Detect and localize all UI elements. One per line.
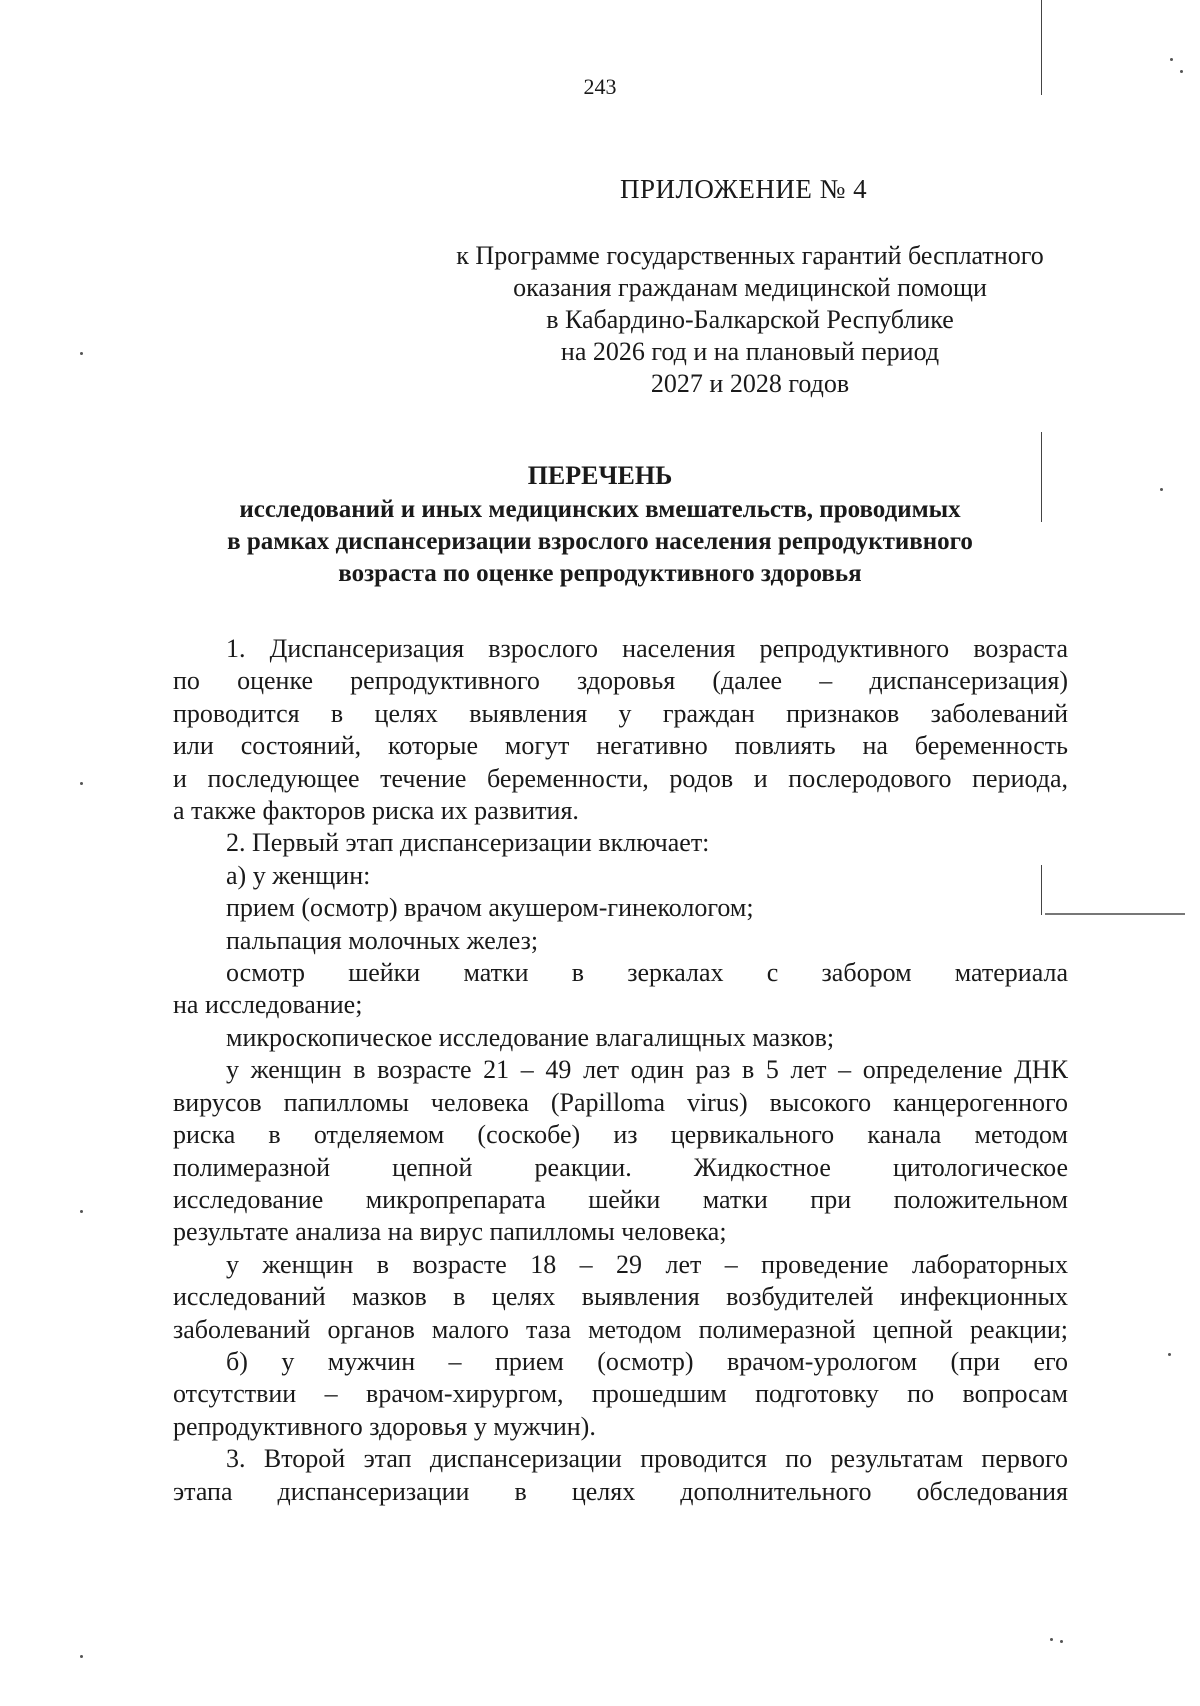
- scan-artifact: [1160, 488, 1163, 491]
- paragraph-line: 3. Второй этап диспансеризации проводится по результатам первого: [226, 1444, 1068, 1474]
- paragraph-line: заболеваний органов малого таза методом полимеразной цепной реакции;: [173, 1314, 1068, 1344]
- scan-artifact: [1045, 913, 1185, 915]
- paragraph-line: проводится в целях выявления у граждан признаков заболеваний: [173, 698, 1068, 728]
- scan-artifact: [80, 782, 83, 785]
- paragraph-line: по оценке репродуктивного здоровья (далее – диспансеризация): [173, 666, 1068, 696]
- paragraph-line: осмотр шейки матки в зеркалах с забором материала: [226, 958, 1068, 988]
- paragraph-line: исследований мазков в целях выявления возбудителей инфекционных: [173, 1282, 1068, 1312]
- paragraph-line: б) у мужчин – прием (осмотр) врачом-урологом (при его: [226, 1346, 1068, 1376]
- paragraph-line: репродуктивного здоровья у мужчин).: [173, 1411, 596, 1441]
- scan-artifact: [80, 1210, 83, 1213]
- paragraph-line: полимеразной цепной реакции. Жидкостное цитологическое: [173, 1152, 1068, 1182]
- paragraph-line: отсутствии – врачом-хирургом, прошедшим подготовку по вопросам: [173, 1379, 1068, 1409]
- appendix-line: на 2026 год и на плановый период: [560, 337, 940, 366]
- paragraph-line: микроскопическое исследование влагалищных мазков;: [226, 1022, 835, 1052]
- paragraph-line: 2. Первый этап диспансеризации включает:: [226, 828, 710, 858]
- scan-artifact: [1050, 1638, 1053, 1641]
- page-number: 243: [583, 74, 617, 99]
- appendix-line: 2027 и 2028 годов: [650, 369, 850, 398]
- scan-artifact: [1168, 1353, 1171, 1356]
- heading-title: ПЕРЕЧЕНЬ: [527, 461, 673, 490]
- paragraph-line: или состояний, которые могут негативно повлиять на беременность: [173, 731, 1068, 761]
- paragraph-line: а также факторов риска их развития.: [173, 796, 579, 826]
- paragraph-line: прием (осмотр) врачом акушером-гинекологом;: [226, 893, 754, 923]
- appendix-line: в Кабардино-Балкарской Республике: [546, 305, 954, 334]
- appendix-subtitle: [400, 240, 1100, 400]
- paragraph-line: на исследование;: [173, 990, 363, 1020]
- paragraph-line: 1. Диспансеризация взрослого населения репродуктивного возраста: [226, 634, 1068, 663]
- scan-artifact: [1041, 0, 1042, 95]
- scan-artifact: [1170, 58, 1173, 61]
- appendix-line: оказания гражданам медицинской помощи: [513, 273, 987, 302]
- paragraph-line: а) у женщин:: [226, 860, 371, 890]
- paragraph-line: риска в отделяемом (соскобе) из цервикального канала методом: [173, 1120, 1068, 1150]
- paragraph-line: этапа диспансеризации в целях дополнительного обследования: [173, 1476, 1068, 1506]
- scan-artifact: [80, 1655, 83, 1658]
- scan-artifact: [1041, 865, 1042, 915]
- paragraph-line: исследование микропрепарата шейки матки при положительном: [173, 1184, 1068, 1214]
- appendix-line: к Программе государственных гарантий бесплатного: [456, 241, 1044, 270]
- scan-artifact: [80, 352, 83, 355]
- document-heading: [100, 460, 1100, 590]
- paragraph-line: и последующее течение беременности, родов и послеродового периода,: [173, 763, 1068, 793]
- scan-artifact: [1060, 1640, 1063, 1643]
- scan-artifact: [1041, 432, 1042, 522]
- paragraph-line: у женщин в возрасте 18 – 29 лет – проведение лабораторных: [226, 1249, 1068, 1279]
- appendix-title: ПРИЛОЖЕНИЕ № 4: [620, 174, 868, 204]
- document-body: [173, 633, 1068, 1508]
- paragraph-line: пальпация молочных желез;: [226, 925, 539, 955]
- paragraph-line: у женщин в возрасте 21 – 49 лет один раз в 5 лет – определение ДНК: [226, 1055, 1068, 1085]
- heading-line: в рамках диспансеризации взрослого населения репродуктивного: [227, 528, 973, 555]
- heading-line: исследований и иных медицинских вмешательств, проводимых: [239, 496, 961, 523]
- heading-line: возраста по оценке репродуктивного здоровья: [338, 560, 862, 587]
- paragraph-line: вирусов папилломы человека (Papilloma virus) высокого канцерогенного: [173, 1087, 1068, 1117]
- scan-artifact: [1180, 70, 1183, 73]
- paragraph-line: результате анализа на вирус папилломы человека;: [173, 1217, 727, 1247]
